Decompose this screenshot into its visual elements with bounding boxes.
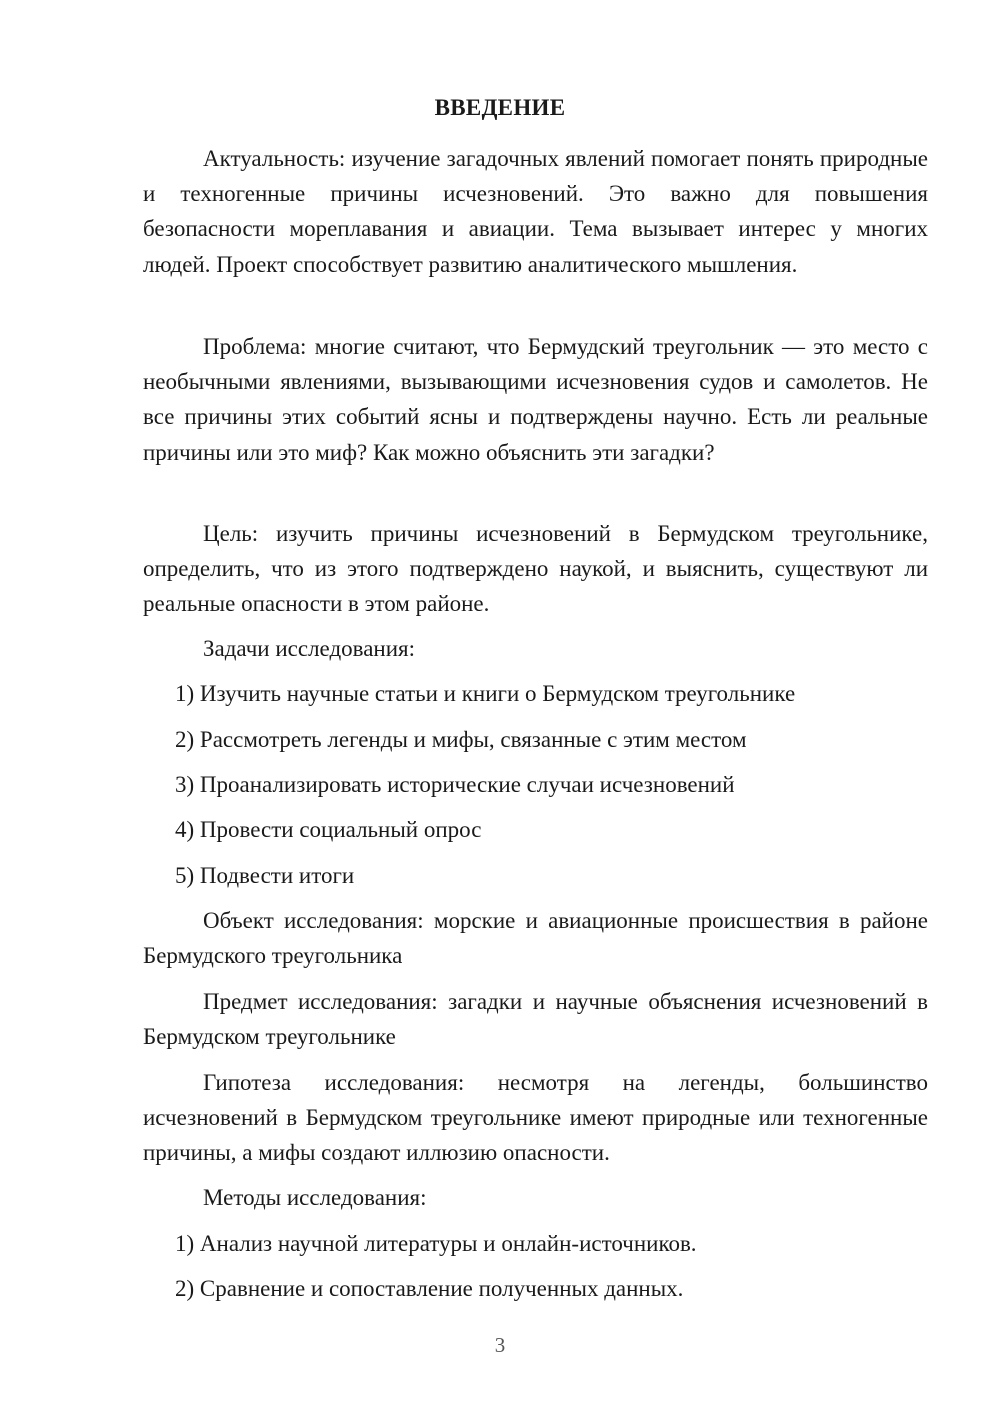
paragraph-goal: Цель: изучить причины исчезновений в Бермудском треугольнике, определить, что из этого подтверждено наукой, и выяснить, существуют ли реальные опасности в этом районе.: [143, 521, 928, 617]
paragraph-relevance: Актуальность: изучение загадочных явлений помогает понять природные и техногенные причины исчезновений. Это важно для повышения безопасности мореплавания и авиации. Тема вызывает интерес у многих людей. Проект способствует развитию аналитического мышления.: [143, 146, 928, 277]
tasks-heading: Задачи исследования:: [203, 636, 416, 661]
page-number: 3: [494, 1333, 506, 1357]
task-item: 2) Рассмотреть легенды и мифы, связанные с этим местом: [175, 727, 747, 752]
paragraph-object: Объект исследования: морские и авиационные происшествия в районе Бермудского треугольника: [143, 908, 928, 969]
task-item: 4) Провести социальный опрос: [175, 817, 482, 842]
method-item: 2) Сравнение и сопоставление полученных данных.: [175, 1276, 684, 1301]
methods-heading: Методы исследования:: [203, 1185, 427, 1210]
paragraph-problem: Проблема: многие считают, что Бермудский треугольник — это место с необычными явлениями, вызывающими исчезновения судов и самолетов. Не все причины этих событий ясны и подтверждены научно. Есть ли реальные причины или это миф? Как можно объяснить эти загадки?: [143, 334, 928, 465]
paragraph-subject: Предмет исследования: загадки и научные объяснения исчезновений в Бермудском треугольнике: [143, 989, 928, 1050]
task-item: 1) Изучить научные статьи и книги о Бермудском треугольнике: [175, 681, 796, 706]
task-item: 3) Проанализировать исторические случаи исчезновений: [175, 772, 735, 797]
page-title: ВВЕДЕНИЕ: [434, 95, 566, 120]
method-item: 1) Анализ научной литературы и онлайн-источников.: [175, 1231, 697, 1256]
paragraph-hypothesis: Гипотеза исследования: несмотря на легенды, большинство исчезновений в Бермудском треугольнике имеют природные или техногенные причины, а мифы создают иллюзию опасности.: [143, 1070, 928, 1166]
task-item: 5) Подвести итоги: [175, 863, 355, 888]
